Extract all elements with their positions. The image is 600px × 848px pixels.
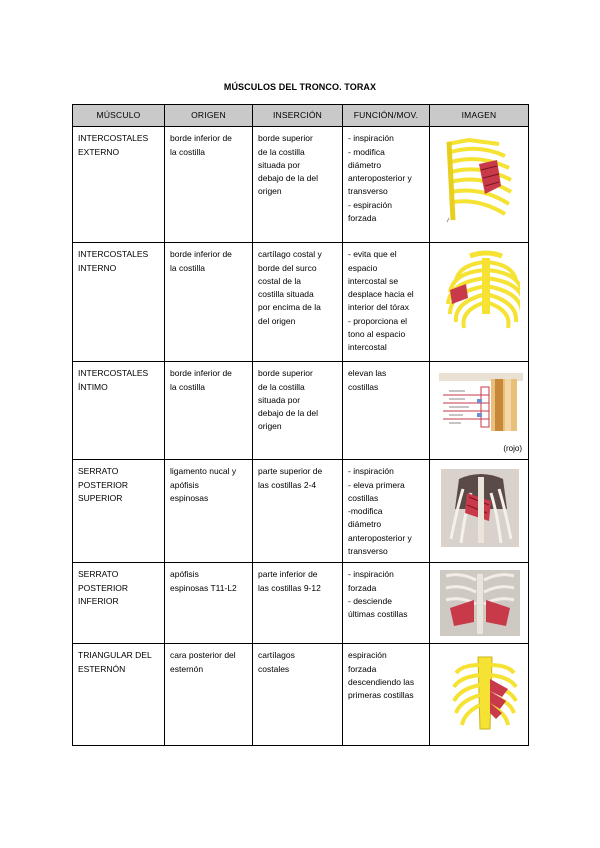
cell-line: ESTERNÓN xyxy=(78,663,126,674)
cell-line: - inspiración xyxy=(348,466,394,477)
cell-insercion xyxy=(253,127,343,243)
cell-musculo xyxy=(73,127,165,243)
cell-line: - desciende xyxy=(348,595,392,606)
cell-funcion xyxy=(343,644,430,746)
cell-line: espinosas T11-L2 xyxy=(170,582,237,593)
cell-line: costilla situada xyxy=(258,289,314,300)
cell-line: costillas xyxy=(348,492,379,503)
cell-line: INFERIOR xyxy=(78,595,119,606)
cell-line: - modifica xyxy=(348,146,385,157)
cell-line: debajo de la del xyxy=(258,408,319,419)
cell-line: - proporciona el xyxy=(348,315,408,326)
cell-line: intercostal se xyxy=(348,275,399,286)
cell-line: espiración xyxy=(348,650,387,661)
cell-funcion xyxy=(343,127,430,243)
cell-line: situada por xyxy=(258,159,301,170)
cell-line: diámetro xyxy=(348,519,382,530)
cell-imagen xyxy=(430,243,529,362)
header-musculo: MÚSCULO xyxy=(73,105,165,127)
cell-line: INTERCOSTALES xyxy=(78,249,149,260)
cell-line: las costillas 2-4 xyxy=(258,479,317,490)
cell-line: cara posterior del xyxy=(170,650,236,661)
cell-line: SERRATO xyxy=(78,466,119,477)
cell-line: borde inferior de xyxy=(170,368,232,379)
cell-line: ligamento nucal y xyxy=(170,466,237,477)
cell-line: borde superior xyxy=(258,133,313,144)
cell-line: INTERCOSTALES xyxy=(78,133,149,144)
header-origen: ORIGEN xyxy=(165,105,253,127)
image-caption: (rojo) xyxy=(503,444,522,453)
cell-origen xyxy=(165,127,253,243)
cell-line: - evita que el xyxy=(348,249,397,260)
cell-line: forzada xyxy=(348,213,377,224)
sternum-posterior-icon xyxy=(442,651,518,733)
cell-line: anteroposterior y xyxy=(348,173,412,184)
cell-line: tono al espacio xyxy=(348,329,406,340)
lower-back-muscle-icon xyxy=(440,570,520,636)
cell-line: borde inferior de xyxy=(170,249,232,260)
table-row xyxy=(73,460,529,563)
cell-origen xyxy=(165,563,253,644)
table-row xyxy=(73,362,529,460)
cell-line: interior del tórax xyxy=(348,302,409,313)
cell-line: últimas costillas xyxy=(348,609,408,620)
cell-origen xyxy=(165,362,253,460)
cell-funcion xyxy=(343,460,430,563)
cell-origen xyxy=(165,460,253,563)
cell-line: elevan las xyxy=(348,368,387,379)
cell-line: diámetro xyxy=(348,159,382,170)
cell-line: espacio xyxy=(348,262,378,273)
cell-line: parte inferior de xyxy=(258,569,318,580)
cell-line: del origen xyxy=(258,315,296,326)
cell-line: ÍNTIMO xyxy=(78,381,108,392)
ribcage-side-icon xyxy=(439,134,521,224)
cell-line: borde inferior de xyxy=(170,133,232,144)
cell-funcion xyxy=(343,243,430,362)
cell-line: debajo de la del xyxy=(258,173,319,184)
header-imagen: IMAGEN xyxy=(430,105,529,127)
cell-line: TRIANGULAR DEL xyxy=(78,650,152,661)
cell-line: la costilla xyxy=(170,381,205,392)
cell-line: de la costilla xyxy=(258,146,305,157)
cell-line: costal de la xyxy=(258,275,301,286)
cell-line: las costillas 9-12 xyxy=(258,582,321,593)
cell-musculo xyxy=(73,644,165,746)
cell-line: parte superior de xyxy=(258,466,323,477)
ribcage-front-icon xyxy=(440,250,520,334)
header-insercion: INSERCIÓN xyxy=(253,105,343,127)
cell-imagen xyxy=(430,362,529,460)
cell-musculo xyxy=(73,460,165,563)
cell-line: situada por xyxy=(258,394,301,405)
cell-line: primeras costillas xyxy=(348,690,414,701)
cell-line: por encima de la xyxy=(258,302,321,313)
upper-back-muscle-icon xyxy=(441,469,519,547)
cell-line: - espiración xyxy=(348,199,392,210)
cell-line: espinosas xyxy=(170,492,209,503)
table-row xyxy=(73,127,529,243)
page-title: MÚSCULOS DEL TRONCO. TORAX xyxy=(223,82,377,92)
cell-line: origen xyxy=(258,186,282,197)
cell-insercion xyxy=(253,563,343,644)
cell-imagen xyxy=(430,563,529,644)
cell-insercion xyxy=(253,460,343,563)
cell-line: costillas xyxy=(348,381,379,392)
cell-insercion xyxy=(253,362,343,460)
cell-funcion xyxy=(343,563,430,644)
intercostal-layers-diagram-icon xyxy=(435,369,527,431)
cell-line: apófisis xyxy=(170,479,199,490)
cell-origen xyxy=(165,243,253,362)
cell-line: desplace hacia el xyxy=(348,289,414,300)
cell-musculo xyxy=(73,362,165,460)
cell-line: borde del surco xyxy=(258,262,317,273)
cell-line: la costilla xyxy=(170,262,205,273)
cell-line: intercostal xyxy=(348,342,387,353)
cell-line: forzada xyxy=(348,663,377,674)
cell-insercion xyxy=(253,644,343,746)
cell-line: - inspiración xyxy=(348,133,394,144)
table-row xyxy=(73,243,529,362)
muscles-table xyxy=(72,104,529,746)
cell-line: de la costilla xyxy=(258,381,305,392)
cell-line: forzada xyxy=(348,582,377,593)
cell-line: esternón xyxy=(170,663,204,674)
cell-line: descendiendo las xyxy=(348,676,415,687)
cell-line: INTERNO xyxy=(78,262,117,273)
cell-imagen xyxy=(430,644,529,746)
cell-line: SERRATO xyxy=(78,569,119,580)
cell-line: apófisis xyxy=(170,569,199,580)
cell-line: INTERCOSTALES xyxy=(78,368,149,379)
cell-line: borde superior xyxy=(258,368,313,379)
table-header-row xyxy=(73,105,529,127)
cell-line: -modifica xyxy=(348,506,383,517)
cell-line: cartílago costal y xyxy=(258,249,322,260)
cell-line: POSTERIOR xyxy=(78,479,129,490)
cell-line: anteroposterior y xyxy=(348,532,412,543)
cell-line: - inspiración xyxy=(348,569,394,580)
cell-imagen xyxy=(430,460,529,563)
table-row xyxy=(73,563,529,644)
header-funcion: FUNCIÓN/MOV. xyxy=(343,105,430,127)
cell-line: costales xyxy=(258,663,290,674)
cell-line: - eleva primera xyxy=(348,479,405,490)
cell-line: SUPERIOR xyxy=(78,492,123,503)
cell-imagen xyxy=(430,127,529,243)
cell-line: origen xyxy=(258,421,282,432)
table-row xyxy=(73,644,529,746)
cell-musculo xyxy=(73,243,165,362)
cell-line: POSTERIOR xyxy=(78,582,129,593)
cell-line: la costilla xyxy=(170,146,205,157)
cell-origen xyxy=(165,644,253,746)
cell-insercion xyxy=(253,243,343,362)
cell-line: EXTERNO xyxy=(78,146,120,157)
cell-musculo xyxy=(73,563,165,644)
cell-funcion xyxy=(343,362,430,460)
cell-line: cartílagos xyxy=(258,650,295,661)
cell-line: transverso xyxy=(348,186,388,197)
cell-line: transverso xyxy=(348,546,388,557)
